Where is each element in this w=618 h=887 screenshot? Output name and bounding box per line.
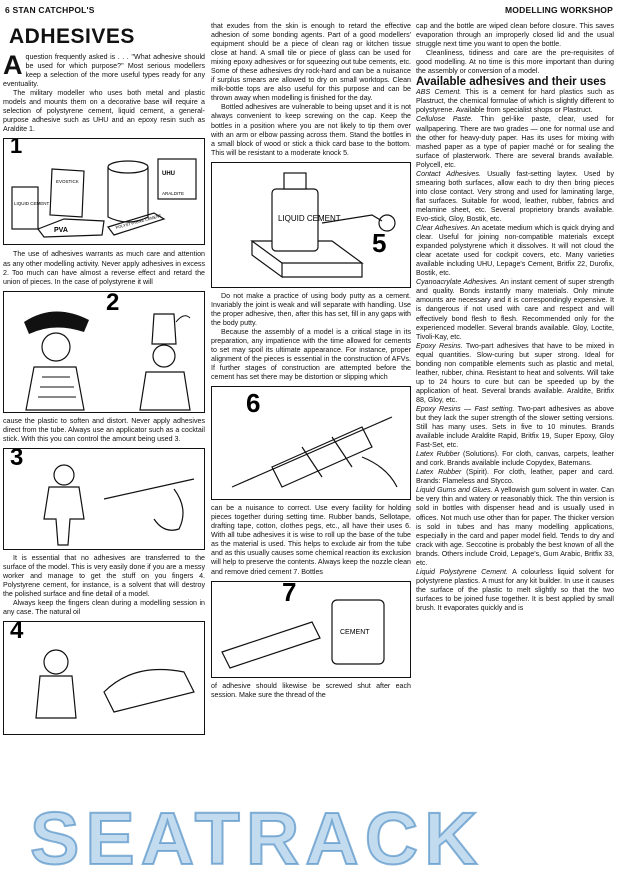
adhesive-description: Usually fast-setting laytex. Used by smearing both surfaces, allow each to dry then bring pieces into close contact. Very strong and used for laminating large, flat surfaces. Suitable for wood, leather, rubber, fabrics and melamine sheet, etc. Several proprietory brands available. Evo-stick, Gloy, Bostik, etc. <box>416 169 614 223</box>
paragraph: It is essential that no adhesives are transferred to the surface of the model. This is very easily done if you are a messy worker and manage to get the stuff on you fingers 4. Polystyrene cement, for instance, is a solvent that will destroy the polished surface and fine detail of a model. <box>3 553 205 598</box>
adhesive-entry <box>416 88 614 115</box>
figure-5-bottle-block <box>211 162 411 288</box>
adhesive-description: A colourless liquid solvent for polystyrene plastics. A must for any kit builder. In use it causes the surface of the plastic to melt slightly so that the two surfaces to be joined fuse together. It is best applied by small brush. It evaporates quickly and is <box>416 567 615 612</box>
adhesive-entry <box>416 115 614 169</box>
adhesive-entry <box>416 278 614 341</box>
figure-number: 3 <box>10 447 24 471</box>
label-liquid-cement: LIQUID CEMENT <box>14 201 50 207</box>
watermark-text: SEATRACK <box>30 797 484 876</box>
label-polystyrene-cement: POLYSTYRENE CEMENT <box>114 213 162 231</box>
paragraph: Always keep the fingers clean during a modelling session in any case. The natural oil <box>3 599 205 617</box>
adhesive-description: An acetate medium which is quick drying and clear. Useful for joining non-compatible materials except expanded polystyrene which it dissolves. It will not cloud the clear acetate used for cockpit covers, etc. Many varieties available including UHU, Lepage's Cement, Britfix 22, Durofix, Bostik, etc. <box>416 224 614 278</box>
tube-and-jar-illustration <box>212 582 410 677</box>
paragraph: Cleanliness, tidiness and care are the pre-requisites of good modelling. At no time is this more important than during the assembly or conversion of a model. <box>416 49 614 76</box>
adhesive-entries-list <box>416 88 614 613</box>
adhesive-description: An instant cement of super strength and quality. Bonds instantly many materials. Only minute amounts are necessary and it is correspondingly expensive. It is dangerous if not used with care and respect and will effectively bond flesh to flesh. Recommended only for the experienced modeller. Several brands available. Gloy, Loctite, Tivoli-Kay, etc. <box>416 278 614 341</box>
adhesive-term: Latex Rubber <box>416 468 462 477</box>
adhesive-entry <box>416 170 614 224</box>
paragraph: that exudes from the skin is enough to retard the effective adhesion of some bonding agents. Part of a good modellers' equipment should be a piece of clean rag or kitchen tissue close at hand. A small tile or piece of glass can be used for mixing epoxy adhesives or for squeezing out tube cements, etc. Some of these adhesives dry rock-hard and can be a nuisance if surplus smears are allowed to dry on small worktops. Clean milk-bottle tops are also useful for this purpose and can be thrown away when modelling is finished for the day. <box>211 22 411 103</box>
adhesive-term: Liquid Gums and Glues. <box>416 486 493 495</box>
intro-paragraph: question frequently asked is . . . ''What adhesive should be used for which purpose?'' Most serious modellers keep a selection of the more useful types ready for any eventuality. <box>3 53 205 89</box>
page-title: ADHESIVES <box>9 25 135 48</box>
hand-and-figure-illustration <box>4 622 204 734</box>
paragraph: can be a nuisance to correct. Use every facility for holding pieces together during setting time. Rubber bands, Sellotape, drafting tape, cotton, clothes pegs, etc., all have their uses 6. With all tube adhesives it is wise to roll up the base of the tube as the material is used. This helps to exclude air from the tube and as this usually causes some chemical reaction its exclusion will help to preserve the contents. Always keep the nozzle clean and remove dried cement 7. Bottles <box>211 504 411 576</box>
figure-7-nozzle-clean <box>211 581 411 678</box>
adhesive-term: Cyanoacrylate Adhesives. <box>416 278 499 287</box>
label-araldite: ARALDITE <box>162 191 185 197</box>
paragraph: cause the plastic to soften and distort. Never apply adhesives direct from the tube. Always use an applicator such as a cocktail stick. With this you can control the amount being used 3. <box>3 416 205 443</box>
column-1 <box>3 22 205 735</box>
label-liquid-cement: LIQUID CEMENT <box>278 213 341 223</box>
figure-number: 2 <box>106 290 120 316</box>
adhesive-term: Epoxy Resins. <box>416 341 463 350</box>
adhesive-entry <box>416 468 614 486</box>
paragraph: of adhesive should likewise be screwed shut after each session. Make sure the thread of the <box>211 681 411 699</box>
figure-number: 1 <box>10 138 23 159</box>
page-header-left: 6 STAN CATCHPOL'S <box>5 5 95 15</box>
figure-number: 7 <box>282 580 297 607</box>
adhesive-description: (Spirit). For cloth, leather, paper and card. Brands: Flameless and Stycco. <box>416 468 614 486</box>
figure-number: 5 <box>372 227 387 258</box>
paragraph: Because the assembly of a model is a critical stage in its preparation, any impatience with the time allowed for cements to set may spoil its ultimate appearance. For instance, proper alignment of the pieces is essential in the construction of AFVs. If further stages of construction are attempted before the cement has set there may be distortion or slipping which <box>211 327 411 382</box>
adhesive-description: This is a cement for hard plastics such as Plastruct, the chemical formulae of which is slightly different to polystyrene. Available from specialist shops or Plastruct. <box>416 88 614 115</box>
adhesive-entry <box>416 486 614 567</box>
paragraph: cap and the bottle are wiped clean before closure. This saves evaporation through an improperly closed lid and the usual struggle next time you want to open the bottle. <box>416 22 614 49</box>
soldier-figures-illustration <box>4 292 204 412</box>
label-cement: CEMENT <box>340 628 370 636</box>
adhesive-description: Thin gel-like paste, clear, used for wallpapering. There are two grades — one for normal use and the other for heavy-duty paper. Has its uses for mixing with mashed paper as a type of papier maché or for sealing the surface of plasterwork. There are several brands available. Polycell, etc. <box>416 115 614 169</box>
rubber-band-clamp-illustration <box>212 387 410 499</box>
figure-6-holding-pieces <box>211 386 411 500</box>
paragraph: Bottled adhesives are vulnerable to being upset and it is not always convenient to keep screwing on the cap. Keep the bottles in a position where you are not likely to tip them over with an arm or elbow passing across them. Stand the bottles in a small block of wood or stick a thick card base to the bottom. This will be resistant to a moderate knock 5. <box>211 103 411 157</box>
label-pva: PVA <box>54 227 68 235</box>
watermark-logo <box>20 796 580 876</box>
paragraph: Do not make a practice of using body putty as a cement. Invariably the joint is weak and will separate with handling. Use the proper adhesive, then, after this has set, fill in any gaps with the body putty. <box>211 291 411 327</box>
figure-3-cocktail-stick <box>3 448 205 550</box>
section-heading: Available adhesives and their uses <box>416 76 607 89</box>
adhesive-term: Clear Adhesives. <box>416 224 470 233</box>
paragraph: The military modeller who uses both metal and plastic models and mounts them on a decorative base will require a selection of polystyrene cement, liquid cement, a general-purpose adhesive such as UHU and an epoxy resin such as Araldite 1. <box>3 89 205 134</box>
adhesive-description: Two-part adhesives that have to be mixed in equal quantities. Slow-curing but super strong. Ideal for bonding non compatible elements such as plastic and metal, leather, rubber, china. Resistant to heat and solvents. Will take up to 24 hours to cure but can be speeded up by the application of heat. Several brands available. Araldite, Britfix 88, Gloy, etc. <box>416 341 614 404</box>
adhesive-term: Cellulose Paste. <box>416 115 473 124</box>
label-uhu: UHU <box>162 171 175 178</box>
drop-cap: A <box>3 50 23 81</box>
figure-number: 6 <box>246 388 261 419</box>
figure-number: 4 <box>10 621 24 645</box>
adhesive-term: Latex Rubber <box>416 450 460 459</box>
page-header-right: MODELLING WORKSHOP <box>505 5 613 15</box>
soldier-model-illustration <box>4 449 204 549</box>
adhesive-containers-illustration <box>4 139 204 244</box>
adhesive-term: ABS Cement. <box>416 88 462 97</box>
figure-2-excess-adhesive <box>3 291 205 413</box>
figure-4-fingers <box>3 621 205 735</box>
label-evostick: EVOSTICK <box>56 179 79 185</box>
adhesive-term: Epoxy Resins — Fast setting. <box>416 404 515 413</box>
figure-1-adhesive-tubes <box>3 138 205 245</box>
adhesive-entry <box>416 405 614 450</box>
adhesive-entry <box>416 342 614 405</box>
adhesive-term: Liquid Polystyrene Cement. <box>416 567 508 576</box>
column-2 <box>211 22 411 700</box>
column-3 <box>416 22 614 613</box>
adhesive-description: (Solutions). For cloth, canvas, carpets, leather and cork. Brands available include Copydex, Batemans. <box>416 450 614 468</box>
adhesive-description: Two-part adhesives as above but they lack the super strength of the slower setting versions. Still has many uses. Sets in five to 10 minutes. Brands available include Araldite Rapid, Britfix 19, Super Epoxy, Gloy Fast-Set, etc. <box>416 404 614 450</box>
adhesive-entry <box>416 450 614 468</box>
adhesive-description: A yellowish gum solvent in water. Can be very thin and watery or reasonably thick. The thin version is sold in bottles with dispenser head and is usually used in offices. Not much use other than for paper. The thicker version is sold in tubes and has many modelling applications, especially in the card and paper model field. Tends to dry and crack with age. Seccotine is probably the best known of all the brands. Others include Croid, Lepage's, Gum Arabic, Britfix 33, etc. <box>416 486 614 567</box>
adhesive-entry <box>416 224 614 278</box>
paragraph: The use of adhesives warrants as much care and attention as any other modelling activity. Never apply adhesives in excess 2. Too much can have almost a reverse effect and retard the union of pieces. In the case of polystyrene it will <box>3 250 205 286</box>
adhesive-entry <box>416 568 614 613</box>
liquid-cement-bottle-illustration <box>212 163 410 287</box>
adhesive-term: Contact Adhesives. <box>416 169 481 178</box>
